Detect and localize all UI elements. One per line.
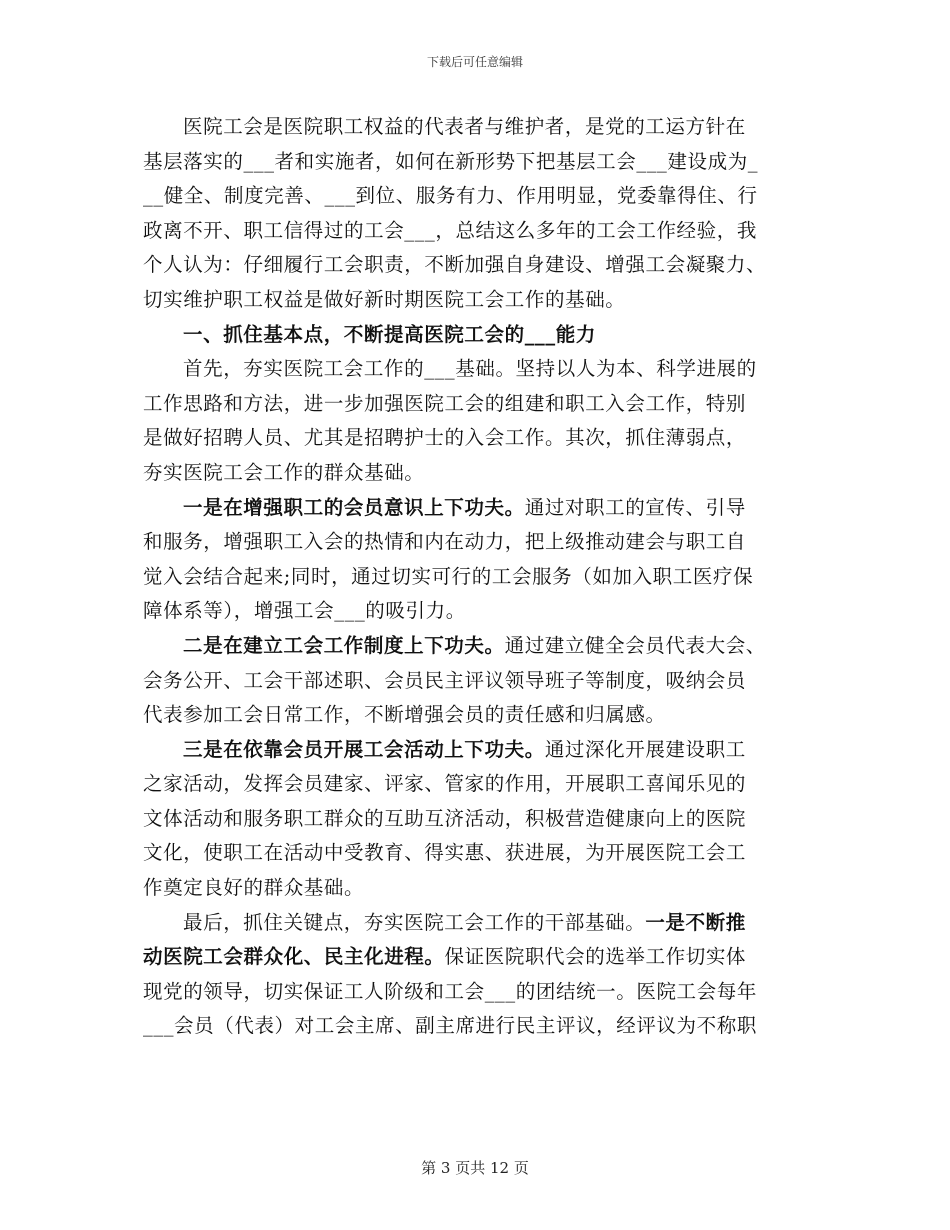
line-text: 觉入会结合起来;同时，通过切实可行的工会服务（如加入职工医疗保 <box>143 564 754 588</box>
line-text: 切实维护职工权益是做好新时期医院工会工作的基础。 <box>143 287 626 311</box>
line-text: 是做好招聘人员、尤其是招聘护士的入会工作。其次，抓住薄弱点， <box>143 426 747 450</box>
bold-lead: 二是在建立工会工作制度上下功夫。 <box>183 633 505 657</box>
text-line <box>143 560 811 595</box>
line-text: 作奠定良好的群众基础。 <box>143 876 365 900</box>
text-line <box>143 629 811 664</box>
line-text: 保证医院职代会的选举工作切实体 <box>444 945 747 969</box>
text-line <box>143 836 811 871</box>
heading-text: 一、抓住基本点，不断提高医院工会的___能力 <box>183 322 596 346</box>
line-text: 基层落实的___者和实施者，如何在新形势下把基层工会___建设成为_ <box>143 149 759 173</box>
line-text: 夯实医院工会工作的群众基础。 <box>143 460 425 484</box>
text-line <box>143 802 811 837</box>
text-line <box>143 145 811 180</box>
bold-lead: 动医院工会群众化、民主化进程。 <box>143 945 445 969</box>
text-line <box>143 179 811 214</box>
text-line <box>143 698 811 733</box>
line-text: 医院工会是医院职工权益的代表者与维护者，是党的工运方针在 <box>183 115 746 138</box>
text-line <box>143 248 811 283</box>
text-line <box>143 594 811 629</box>
text-line <box>143 283 811 318</box>
line-text: ___会员（代表）对工会主席、副主席进行民主评议，经评议为不称职 <box>143 1014 757 1038</box>
text-line <box>143 975 811 1010</box>
line-text: 政离不开、职工信得过的工会___，总结这么多年的工会工作经验，我 <box>143 218 757 242</box>
text-line <box>143 767 811 802</box>
line-text: 代表参加工会日常工作，不断增强会员的责任感和归属感。 <box>143 703 666 727</box>
line-text: 之家活动，发挥会员建家、评家、管家的作用，开展职工喜闻乐见的 <box>143 772 747 796</box>
text-line <box>143 871 811 906</box>
line-text: 通过对职工的宣传、引导 <box>524 495 746 519</box>
text-line <box>143 906 811 941</box>
line-text: 通过深化开展建设职工 <box>544 737 746 761</box>
line-text: 文化，使职工在活动中受教育、得实惠、获进展，为开展医院工会工 <box>143 841 747 865</box>
bold-lead: 三是在依靠会员开展工会活动上下功夫。 <box>183 737 545 761</box>
bold-lead: 一是不断推 <box>645 910 746 934</box>
page-footer: 第 3 页共 12 页 <box>421 1159 529 1177</box>
line-text: __健全、制度完善、___到位、服务有力、作用明显，党委靠得住、行 <box>143 184 758 208</box>
section-heading <box>143 318 811 353</box>
text-line <box>143 733 811 768</box>
line-text: 会务公开、工会干部述职、会员民主评议领导班子等制度，吸纳会员 <box>143 668 747 692</box>
text-line <box>143 491 811 526</box>
line-text: 障体系等），增强工会___的吸引力。 <box>143 599 466 623</box>
text-line <box>143 352 811 387</box>
text-line <box>143 525 811 560</box>
line-text: 现党的领导，切实保证工人阶级和工会___的团结统一。医院工会每年 <box>143 979 757 1003</box>
text-line <box>143 456 811 491</box>
bold-lead: 一是在增强职工的会员意识上下功夫。 <box>183 495 525 519</box>
text-line <box>143 214 811 249</box>
line-text: 个人认为：仔细履行工会职责，不断加强自身建设、增强工会凝聚力、 <box>143 253 767 277</box>
text-line <box>143 940 811 975</box>
line-text: 首先，夯实医院工会工作的___基础。坚持以人为本、科学进展的 <box>183 357 757 381</box>
text-line <box>143 421 811 456</box>
text-line <box>143 664 811 699</box>
line-text: 和服务，增强职工入会的热情和内在动力，把上级推动建会与职工自 <box>143 530 747 554</box>
line-text: 工作思路和方法，进一步加强医院工会的组建和职工入会工作，特别 <box>143 391 747 415</box>
line-text: 文体活动和服务职工群众的互助互济活动，积极营造健康向上的医院 <box>143 806 747 830</box>
text-line <box>143 1009 811 1044</box>
text-line <box>143 110 811 145</box>
text-line <box>143 387 811 422</box>
line-text: 通过建立健全会员代表大会、 <box>504 633 766 657</box>
line-text: 最后，抓住关键点，夯实医院工会工作的干部基础。 <box>183 910 646 934</box>
document-body <box>143 110 811 1044</box>
page-header: 下载后可任意编辑 <box>426 55 523 69</box>
